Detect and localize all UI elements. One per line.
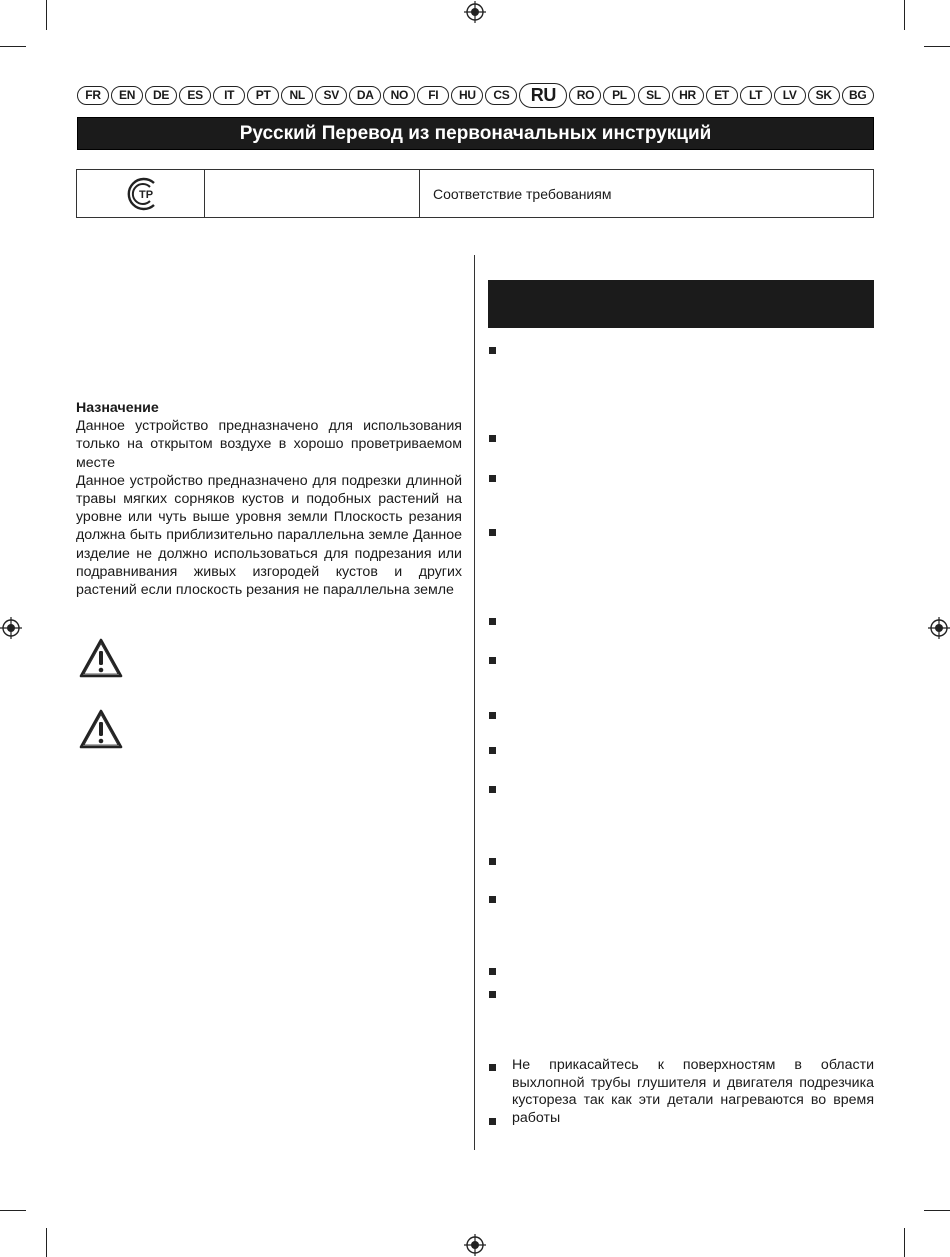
certification-logo-text: TP bbox=[138, 188, 153, 201]
language-fi-button[interactable]: FI bbox=[417, 86, 449, 105]
language-lv-button[interactable]: LV bbox=[774, 86, 806, 105]
certification-logo-cell bbox=[77, 170, 205, 217]
purpose-heading: Назначение bbox=[76, 400, 159, 416]
language-ro-button[interactable]: RO bbox=[569, 86, 601, 105]
section-header-band bbox=[488, 280, 874, 328]
page-title: Русский Перевод из первоначальных инструкций bbox=[77, 117, 874, 150]
crop-mark-top-left bbox=[46, 0, 47, 30]
crop-mark-top-left-h bbox=[0, 46, 26, 47]
registration-mark-icon bbox=[464, 1, 486, 23]
language-it-button[interactable]: IT bbox=[213, 86, 245, 105]
crop-mark-bottom-right-h bbox=[924, 1210, 950, 1211]
warning-triangle-icon bbox=[78, 637, 124, 679]
square-bullet-icon bbox=[489, 1118, 496, 1125]
crop-mark-bottom-left bbox=[46, 1228, 47, 1257]
language-ru-button[interactable]: RU bbox=[519, 83, 567, 108]
square-bullet-icon bbox=[489, 786, 496, 793]
square-bullet-icon bbox=[489, 1064, 496, 1071]
language-sk-button[interactable]: SK bbox=[808, 86, 840, 105]
certification-empty-cell bbox=[205, 170, 420, 217]
square-bullet-icon bbox=[489, 991, 496, 998]
language-no-button[interactable]: NO bbox=[383, 86, 415, 105]
square-bullet-icon bbox=[489, 968, 496, 975]
column-divider bbox=[474, 255, 475, 1150]
language-en-button[interactable]: EN bbox=[111, 86, 143, 105]
language-hr-button[interactable]: HR bbox=[672, 86, 704, 105]
language-hu-button[interactable]: HU bbox=[451, 86, 483, 105]
language-pt-button[interactable]: PT bbox=[247, 86, 279, 105]
certification-description: Соответствие требованиям bbox=[433, 185, 612, 202]
square-bullet-icon bbox=[489, 896, 496, 903]
certification-table bbox=[76, 169, 874, 218]
crop-mark-bottom-right bbox=[904, 1228, 905, 1257]
square-bullet-icon bbox=[489, 747, 496, 754]
language-cs-button[interactable]: CS bbox=[485, 86, 517, 105]
square-bullet-icon bbox=[489, 618, 496, 625]
square-bullet-icon bbox=[489, 475, 496, 482]
language-de-button[interactable]: DE bbox=[145, 86, 177, 105]
square-bullet-icon bbox=[489, 712, 496, 719]
square-bullet-icon bbox=[489, 435, 496, 442]
crop-mark-top-right bbox=[904, 0, 905, 30]
square-bullet-icon bbox=[489, 529, 496, 536]
purpose-paragraph: Данное устройство предназначено для подрезки длинной травы мягких сорняков кустов и подобных растений на уровне или чуть выше уровня земли Плоскость резания должна быть приблизительно параллельна земле Данное изделие не должно использоваться для подрезания или подравнивания живых изгородей кустов и других растений если плоскость резания не параллельна земле bbox=[76, 472, 462, 599]
eac-tr-mark-icon bbox=[121, 174, 161, 214]
language-da-button[interactable]: DA bbox=[349, 86, 381, 105]
language-et-button[interactable]: ET bbox=[706, 86, 738, 105]
language-sl-button[interactable]: SL bbox=[638, 86, 670, 105]
warning-triangle-icon bbox=[78, 708, 124, 750]
crop-mark-bottom-left-h bbox=[0, 1210, 26, 1211]
language-bg-button[interactable]: BG bbox=[842, 86, 874, 105]
square-bullet-icon bbox=[489, 858, 496, 865]
language-sv-button[interactable]: SV bbox=[315, 86, 347, 105]
language-es-button[interactable]: ES bbox=[179, 86, 211, 105]
purpose-paragraph: Данное устройство предназначено для использования только на открытом воздухе в хорошо проветриваемом месте bbox=[76, 418, 462, 471]
crop-mark-top-right-h bbox=[924, 46, 950, 47]
language-pl-button[interactable]: PL bbox=[603, 86, 635, 105]
purpose-section bbox=[76, 399, 462, 599]
registration-mark-icon bbox=[464, 1234, 486, 1256]
square-bullet-icon bbox=[489, 657, 496, 664]
language-nl-button[interactable]: NL bbox=[281, 86, 313, 105]
safety-rule-text: Не прикасайтесь к поверхностям в области выхлопной трубы глушителя и двигателя подрезчика кустореза так как эти детали нагреваются во время работы bbox=[512, 1057, 874, 1126]
square-bullet-icon bbox=[489, 347, 496, 354]
registration-mark-icon bbox=[928, 617, 950, 639]
language-lt-button[interactable]: LT bbox=[740, 86, 772, 105]
language-fr-button[interactable]: FR bbox=[77, 86, 109, 105]
language-bar bbox=[77, 84, 874, 106]
registration-mark-icon bbox=[0, 617, 22, 639]
